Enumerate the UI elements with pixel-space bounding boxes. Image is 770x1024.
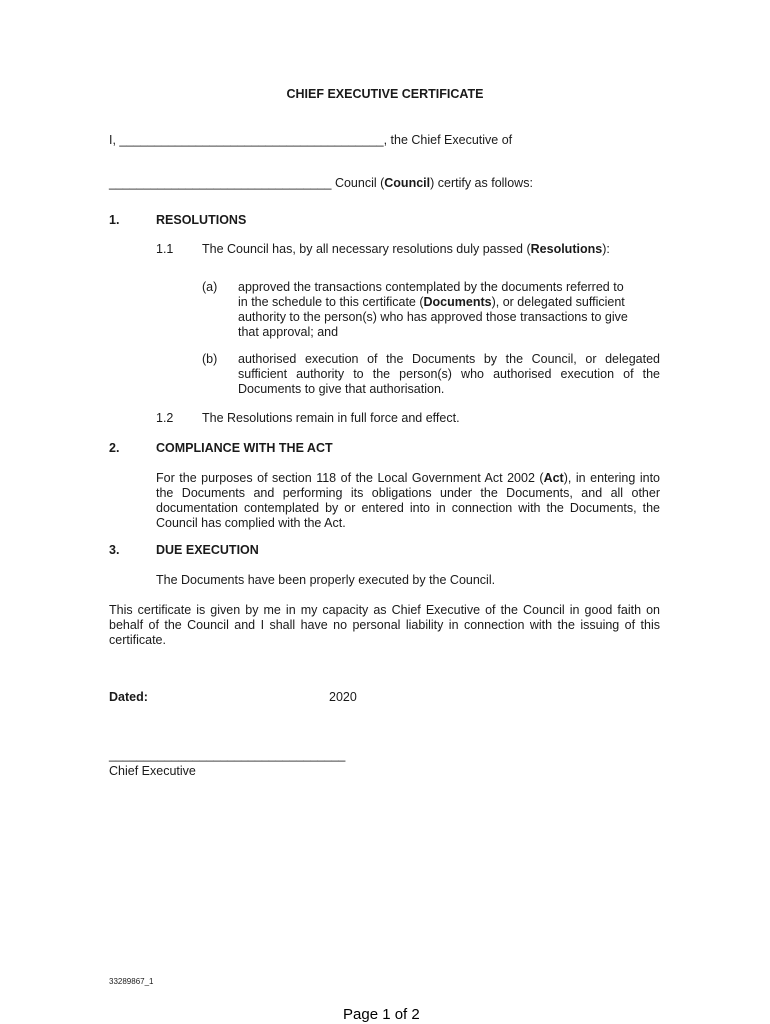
signature-line: __________________________________ (109, 748, 346, 762)
closing-paragraph: This certificate is given by me in my capacity as Chief Executive of the Council in good faith on behalf of the Council and I shall have no personal liability in connection with the issuing of this certificate. (109, 603, 660, 647)
section-2-text-b: ), in entering into the Documents and performing its obligations under the Documents, and all other documentation contemplated by or entered into in connection with the Documents, the Council has complied with the Act. (156, 471, 660, 530)
item-a-label: (a) (202, 280, 218, 294)
item-b-label: (b) (202, 352, 218, 366)
section-3-heading: DUE EXECUTION (156, 543, 259, 557)
section-2-text (156, 471, 660, 531)
council-name-blank: ________________________________ (109, 176, 332, 190)
intro-line-2 (109, 176, 533, 190)
clause-1-1-text (202, 242, 610, 256)
page-title: CHIEF EXECUTIVE CERTIFICATE (286, 87, 484, 101)
section-2-number: 2. (109, 441, 120, 455)
section-1-number: 1. (109, 213, 120, 227)
item-a-line-part: in the schedule to this certificate ( (238, 295, 424, 309)
dated-year: 2020 (329, 690, 357, 704)
council-defined-term: Council (384, 176, 431, 190)
chief-executive-name-blank: ______________________________________ (119, 133, 384, 147)
clause-1-2-text: The Resolutions remain in full force and effect. (202, 411, 460, 425)
section-3-number: 3. (109, 543, 120, 557)
intro-text: Council ( (331, 176, 385, 190)
item-b-text: authorised execution of the Documents by the Council, or delegated sufficient authority to the person(s) who authorised execution of the Documents to give that authorisation. (238, 352, 660, 396)
item-a-line-part: ), or delegated sufficient (491, 295, 625, 309)
item-a-line: authority to the person(s) who has approved those transactions to give (238, 310, 628, 324)
page-number: Page 1 of 2 (343, 1006, 420, 1023)
item-a-line: approved the transactions contemplated by the documents referred to (238, 280, 624, 294)
resolutions-defined-term: Resolutions (530, 242, 603, 256)
signature-label: Chief Executive (109, 764, 196, 778)
intro-text-end: ) certify as follows: (430, 176, 533, 190)
item-a-line (238, 295, 628, 310)
item-a-line: that approval; and (238, 325, 339, 339)
intro-suffix: , the Chief Executive of (383, 133, 513, 147)
document-reference: 33289867_1 (109, 977, 154, 986)
dated-label: Dated: (109, 690, 148, 704)
intro-prefix: I, (109, 133, 120, 147)
section-2-heading: COMPLIANCE WITH THE ACT (156, 441, 333, 455)
clause-1-1-text-a: The Council has, by all necessary resolutions duly passed ( (202, 242, 531, 256)
act-defined-term: Act (543, 471, 564, 485)
item-a-text (238, 280, 628, 340)
section-1-heading: RESOLUTIONS (156, 213, 247, 227)
documents-defined-term: Documents (423, 295, 492, 309)
section-3-text: The Documents have been properly executed by the Council. (156, 573, 496, 587)
clause-1-2-number: 1.2 (156, 411, 174, 425)
intro-line-1 (109, 133, 512, 147)
clause-1-1-number: 1.1 (156, 242, 174, 256)
clause-1-1-text-b: ): (602, 242, 610, 256)
section-2-text-a: For the purposes of section 118 of the Local Government Act 2002 ( (156, 471, 544, 485)
